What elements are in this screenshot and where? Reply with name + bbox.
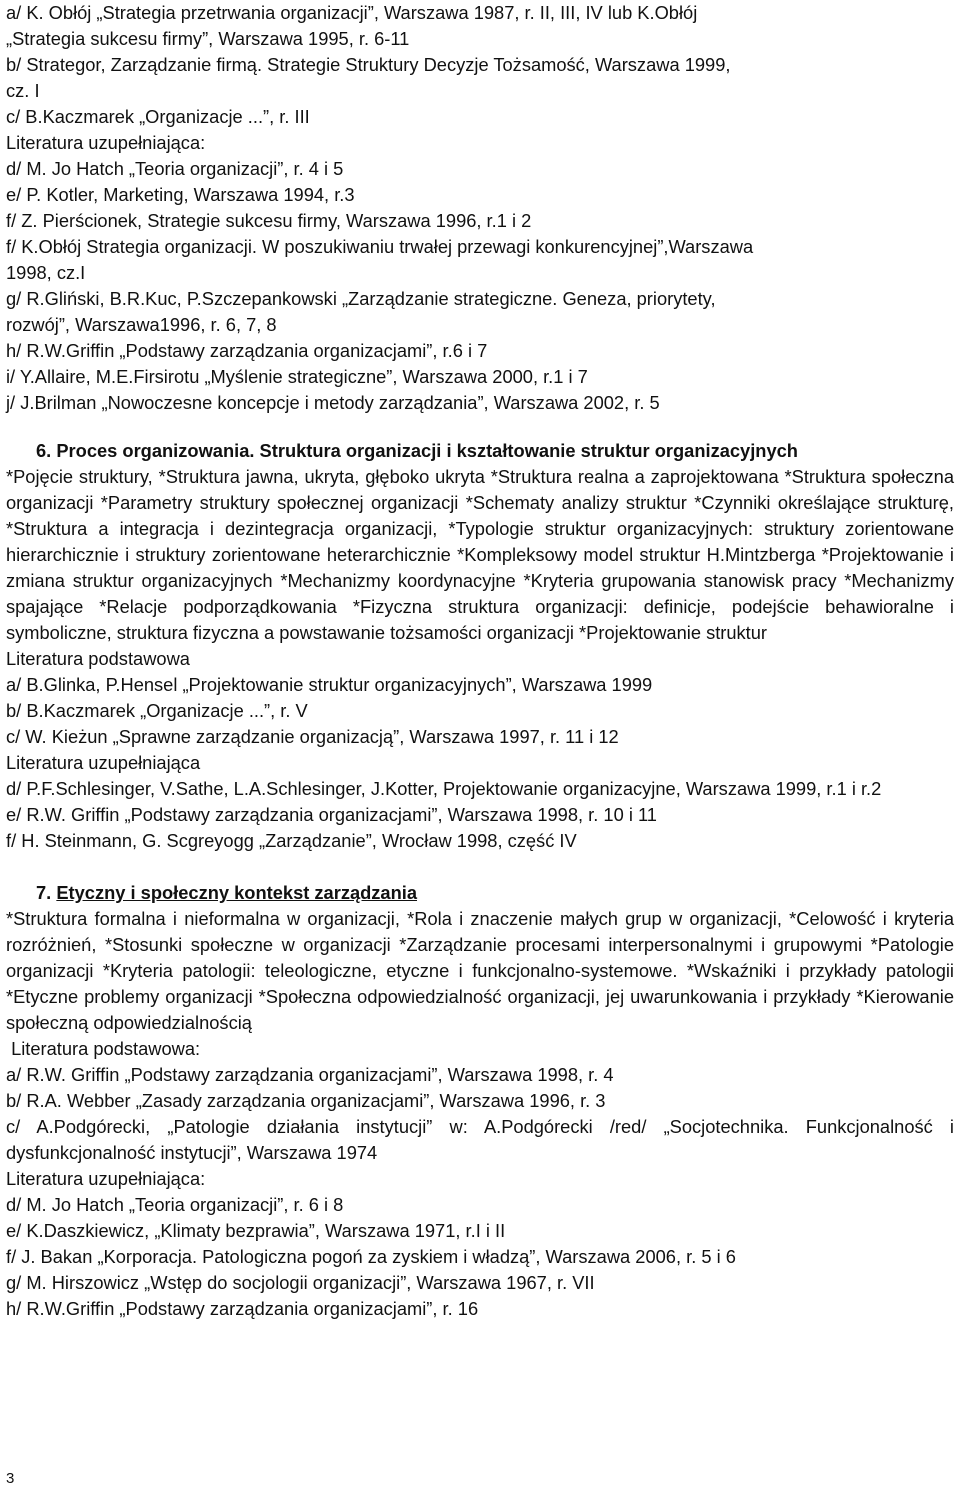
reference-line: i/ Y.Allaire, M.E.Firsirotu „Myślenie strategiczne”, Warszawa 2000, r.1 i 7	[6, 366, 588, 387]
reference-line: j/ J.Brilman „Nowoczesne koncepcje i metody zarządzania”, Warszawa 2002, r. 5	[6, 392, 660, 413]
reference-line: 1998, cz.I	[6, 262, 86, 283]
spacer	[6, 854, 954, 880]
reference-line: g/ R.Gliński, B.R.Kuc, P.Szczepankowski „Zarządzanie strategiczne. Geneza, priorytety,	[6, 288, 716, 309]
section-number: 7.	[36, 882, 52, 903]
document-page	[6, 0, 954, 1322]
reference-line: f/ J. Bakan „Korporacja. Patologiczna pogoń za zyskiem i władzą”, Warszawa 2006, r. 5 i 6	[6, 1246, 736, 1267]
literature-label: Literatura uzupełniająca:	[6, 1168, 206, 1189]
reference-line: „Strategia sukcesu firmy”, Warszawa 1995, r. 6-11	[6, 28, 410, 49]
section-6	[6, 438, 954, 854]
reference-line: g/ M. Hirszowicz „Wstęp do socjologii organizacji”, Warszawa 1967, r. VII	[6, 1272, 595, 1293]
reference-line: cz. I	[6, 80, 40, 101]
literature-label: Literatura uzupełniająca	[6, 752, 201, 773]
section-heading	[36, 438, 954, 464]
reference-line: a/ K. Obłój „Strategia przetrwania organizacji”, Warszawa 1987, r. II, III, IV lub K.Obłój	[6, 2, 698, 23]
section-heading	[36, 880, 954, 906]
spacer	[6, 416, 954, 438]
reference-line: e/ K.Daszkiewicz, „Klimaty bezprawia”, Warszawa 1971, r.I i II	[6, 1220, 506, 1241]
reference-line: e/ R.W. Griffin „Podstawy zarządzania organizacjami”, Warszawa 1998, r. 10 i 11	[6, 804, 657, 825]
reference-line: b/ R.A. Webber „Zasady zarządzania organizacjami”, Warszawa 1996, r. 3	[6, 1090, 606, 1111]
reference-line: h/ R.W.Griffin „Podstawy zarządzania organizacjami”, r. 16	[6, 1298, 479, 1319]
literature-label: Literatura uzupełniająca:	[6, 132, 206, 153]
section-title: Proces organizowania.	[56, 440, 255, 461]
section-7	[6, 880, 954, 1322]
reference-line: d/ P.F.Schlesinger, V.Sathe, L.A.Schlesinger, J.Kotter, Projektowanie organizacyjne, Warszawa 1999, r.1 i r.2	[6, 778, 882, 799]
reference-line: d/ M. Jo Hatch „Teoria organizacji”, r. 6 i 8	[6, 1194, 344, 1215]
reference-line: a/ B.Glinka, P.Hensel „Projektowanie struktur organizacyjnych”, Warszawa 1999	[6, 674, 653, 695]
reference-line: d/ M. Jo Hatch „Teoria organizacji”, r. 4 i 5	[6, 158, 344, 179]
reference-line: b/ B.Kaczmarek „Organizacje ...”, r. V	[6, 700, 308, 721]
section-number: 6.	[36, 440, 52, 461]
reference-line: c/ W. Kieżun „Sprawne zarządzanie organizacją”, Warszawa 1997, r. 11 i 12	[6, 726, 619, 747]
reference-line: a/ R.W. Griffin „Podstawy zarządzania organizacjami”, Warszawa 1998, r. 4	[6, 1064, 614, 1085]
top-references	[6, 0, 954, 416]
reference-line: h/ R.W.Griffin „Podstawy zarządzania organizacjami”, r.6 i 7	[6, 340, 488, 361]
literature-label: Literatura podstawowa:	[6, 1038, 201, 1059]
reference-line: c/ B.Kaczmarek „Organizacje ...”, r. III	[6, 106, 310, 127]
section-subtitle: Struktura organizacji i kształtowanie struktur organizacyjnych	[259, 440, 798, 461]
section-title: Etyczny i społeczny kontekst zarządzania	[56, 882, 418, 903]
reference-line: b/ Strategor, Zarządzanie firmą. Strategie Struktury Decyzje Tożsamość, Warszawa 1999,	[6, 54, 731, 75]
section-body: *Pojęcie struktury, *Struktura jawna, ukryta, głęboko ukryta *Struktura realna a zaprojektowana *Struktura społeczna organizacji *Parametry struktury społecznej organizacji *Schematy analizy struktur *Czynniki określające strukturę, *Struktura a integracja i dezintegracja organizacji, *Typologie struktur organizacyjnych: struktury zorientowane hierarchicznie i struktury zorientowane heterarchicznie *Kompleksowy model struktur H.Mintzberga *Projektowanie i zmiana struktur organizacyjnych *Mechanizmy koordynacyjne *Kryteria grupowania stanowisk pracy *Mechanizmy spajające *Relacje podporządkowania *Fizyczna struktura organizacji: definicje, podejście behawioralne i symboliczne, struktura fizyczna a powstawanie tożsamości organizacji *Projektowanie struktur	[6, 466, 954, 643]
page-number: 3	[6, 1470, 15, 1487]
reference-line: f/ Z. Pierścionek, Strategie sukcesu firmy, Warszawa 1996, r.1 i 2	[6, 210, 532, 231]
reference-line: rozwój”, Warszawa1996, r. 6, 7, 8	[6, 314, 277, 335]
reference-line: f/ H. Steinmann, G. Scgreyogg „Zarządzanie”, Wrocław 1998, część IV	[6, 830, 577, 851]
reference-line: c/ A.Podgórecki, „Patologie działania instytucji” w: A.Podgórecki /red/ „Socjotechnika. Funkcjonalność i dysfunkcjonalność instytucji”, Warszawa 1974	[6, 1116, 954, 1163]
section-body: *Struktura formalna i nieformalna w organizacji, *Rola i znaczenie małych grup w organizacji, *Celowość i kryteria rozróżnień, *Stosunki społeczne w organizacji *Zarządzanie procesami interpersonalnymi i grupowymi *Patologie organizacji *Kryteria patologii: teleologiczne, etyczne i funkcjonalno-systemowe. *Wskaźniki i przykłady patologii *Etyczne problemy organizacji *Społeczna odpowiedzialność organizacji, jej uwarunkowania i przykłady *Kierowanie społeczną odpowiedzialnością	[6, 908, 954, 1033]
literature-label: Literatura podstawowa	[6, 648, 190, 669]
reference-line: f/ K.Obłój Strategia organizacji. W poszukiwaniu trwałej przewagi konkurencyjnej”,Warszawa	[6, 236, 754, 257]
reference-line: e/ P. Kotler, Marketing, Warszawa 1994, r.3	[6, 184, 355, 205]
